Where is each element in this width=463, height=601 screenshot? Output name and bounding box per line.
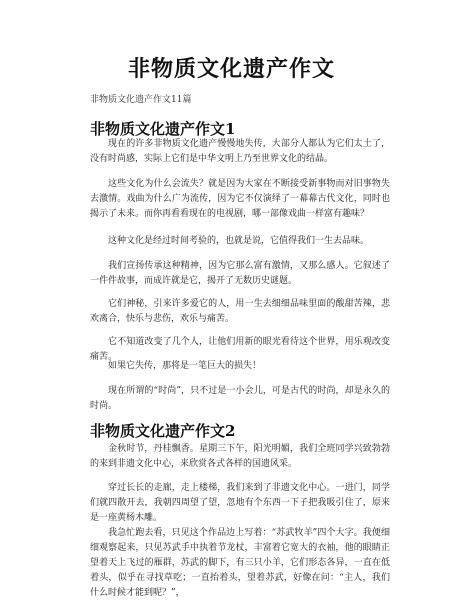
paragraph: 如果它失传，那将是一笔巨大的损失！ bbox=[108, 361, 262, 371]
page-subtitle: 非物质文化遗产作文11篇 bbox=[90, 95, 192, 105]
page-title: 非物质文化遗产作文 bbox=[127, 56, 335, 82]
paragraph: 我们宣扬传承这种精神，因为它那么富有激情，又那么感人。它叙述了一件件故事，而成许就是它，揭开了无数历史谜题。 bbox=[90, 261, 390, 286]
paragraph: 这些文化为什么会流失？就是因为大家在不断接受新事物而对旧事物失去激情。戏曲为什么广为流传，因为它不仅演绎了一幕幕古代文化，同时也揭示了未来。而你再看看现在的电视剧，哪一部像戏曲一样富有趣味？ bbox=[90, 179, 390, 219]
paragraph: 现在的许多非物质文化遗产慢慢地失传，大部分人都认为它们太土了，没有时尚感，实际上它们是中华文明上乃至世界文化的结晶。 bbox=[90, 139, 390, 164]
paragraph: 穿过长长的走廊，走上楼梯，我们来到了非遗文化中心。一进门，同学们就四散开去，我朝四周望了望，忽地有个东西一下子把我吸引住了，原来是一座黄杨木雕。 bbox=[90, 483, 390, 523]
paragraph: 它们神秘，引来许多爱它的人，用一生去细细品味里面的酸甜苦辣，悲欢离合，快乐与悲伤，欢乐与痛苦。 bbox=[90, 299, 390, 324]
section-heading: 非物质文化遗产作文2 bbox=[90, 422, 236, 440]
paragraph: 这种文化是经过时间考验的，也就是说，它值得我们一生去品味。 bbox=[108, 236, 370, 246]
section-heading: 非物质文化遗产作文1 bbox=[90, 120, 236, 138]
paragraph: 现在所谓的“时尚”，只不过是一小会儿，可是古代的时尚，却是永久的时尚。 bbox=[90, 386, 390, 411]
paragraph: 我急忙跑去看，只见这个作品边上写着：“苏武牧羊”四个大字。我便细细观察起来，只见苏武手中执着节龙杖，丰富着它宽大的衣袖，他的眼睛正望着天上飞过的雁群，苏武的脚下，有三只小羊，它们形态各异，一直在低着头，似乎在寻找草吃；一直抬着头，望着苏武，好像在问：“主人，我们什么时候才能到呢？”， bbox=[90, 528, 390, 598]
paragraph: 金秋时节，丹桂飘香。星期三下午，阳光明媚，我们全班同学兴致勃勃的来到非遗文化中心，来欣赏各式各样的国遗风采。 bbox=[90, 444, 390, 469]
paragraph: 它不知道改变了几个人，让他们用新的眼光看待这个世界，用乐观改变痛苦。 bbox=[90, 337, 390, 362]
